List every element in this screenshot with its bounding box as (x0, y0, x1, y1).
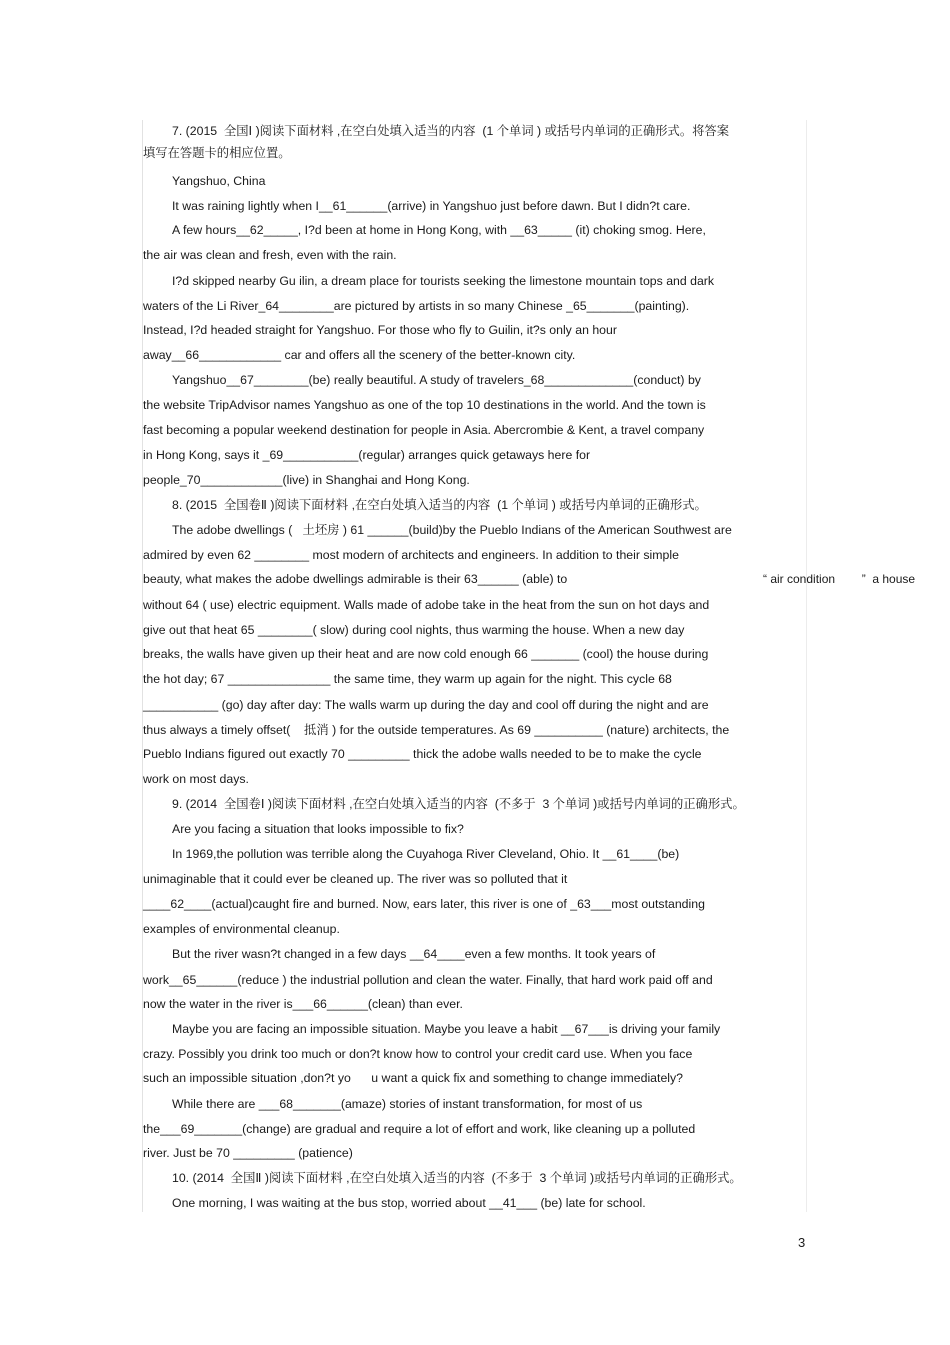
q8-heading: 8. (2015 全国卷Ⅱ )阅读下面材料 ,在空白处填入适当的内容 (1 个单词 ) 或括号内单词的正确形式。 (172, 498, 707, 512)
text-line: work__65______(reduce ) the industrial pollution and clean the water. Finally, that hard work paid off and (143, 973, 713, 987)
passage-title: Yangshuo, China (172, 174, 266, 188)
text-line: fast becoming a popular weekend destination for people in Asia. Abercrombie & Kent, a travel company (143, 423, 705, 437)
text-line: the website TripAdvisor names Yangshuo as one of the top 10 destinations in the world. And the town is (143, 398, 706, 412)
text-line: A few hours__62_____, I?d been at home in Hong Kong, with __63_____ (it) choking smog. Here, (172, 223, 706, 237)
text-line: beauty, what makes the adobe dwellings admirable is their 63______ (able) to (143, 572, 568, 586)
text-line: In 1969,the pollution was terrible along the Cuyahoga River Cleveland, Ohio. It __61____(be) (172, 847, 680, 861)
q7-heading-line2: 填写在答题卡的相应位置。 (143, 146, 291, 160)
text-line: away__66____________ car and offers all the scenery of the better-known city. (143, 348, 576, 362)
text-line: Pueblo Indians figured out exactly 70 _________ thick the adobe walls needed to be to make the cycle (143, 747, 702, 761)
text-line: without 64 ( use) electric equipment. Walls made of adobe take in the heat from the sun on hot days and (143, 598, 710, 612)
right-margin-rule (806, 120, 807, 1212)
text-line: river. Just be 70 _________ (patience) (143, 1146, 353, 1160)
text-line: Maybe you are facing an impossible situation. Maybe you leave a habit __67___is driving your family (172, 1022, 721, 1036)
text-line: admired by even 62 ________ most modern of architects and engineers. In addition to their simple (143, 548, 679, 562)
text-line: I?d skipped nearby Gu ilin, a dream place for tourists seeking the limestone mountain tops and dark (172, 274, 715, 288)
text-line: waters of the Li River_64________are pictured by artists in so many Chinese _65_______(painting). (143, 299, 690, 313)
page-number: 3 (798, 1235, 806, 1250)
text-line: Are you facing a situation that looks impossible to fix? (172, 822, 464, 836)
q7-heading-line1: 7. (2015 全国Ⅰ )阅读下面材料 ,在空白处填入适当的内容 (1 个单词 ) 或括号内单词的正确形式。将答案 (172, 124, 730, 138)
text-line: the___69_______(change) are gradual and require a lot of effort and work, like cleaning up a polluted (143, 1122, 696, 1136)
text-line: breaks, the walls have given up their heat and are now cold enough 66 _______ (cool) the house during (143, 647, 709, 661)
text-line: give out that heat 65 ________( slow) during cool nights, thus warming the house. When a new day (143, 623, 685, 637)
text-line: such an impossible situation ,don?t yo u want a quick fix and something to change immediately? (143, 1071, 684, 1085)
q9-heading: 9. (2014 全国卷Ⅰ )阅读下面材料 ,在空白处填入适当的内容 (不多于 3 个单词 )或括号内单词的正确形式。 (172, 797, 745, 811)
text-line: now the water in the river is___66______(clean) than ever. (143, 997, 463, 1011)
text-line: in Hong Kong, says it _69___________(regular) arranges quick getaways here for (143, 448, 591, 462)
text-line: Instead, I?d headed straight for Yangshuo. For those who fly to Guilin, it?s only an hour (143, 323, 617, 337)
text-line: work on most days. (143, 772, 249, 786)
text-line: examples of environmental cleanup. (143, 922, 340, 936)
text-line: Yangshuo__67________(be) really beautiful. A study of travelers_68_____________(conduct) by (172, 373, 701, 387)
text-line: The adobe dwellings ( 土坯房 ) 61 ______(build)by the Pueblo Indians of the American Southwest are (172, 523, 732, 537)
text-line: unimaginable that it could ever be cleaned up. The river was so polluted that it (143, 872, 568, 886)
text-line: the air was clean and fresh, even with the rain. (143, 248, 397, 262)
q10-heading: 10. (2014 全国Ⅱ )阅读下面材料 ,在空白处填入适当的内容 (不多于 3 个单词 )或括号内单词的正确形式。 (172, 1171, 742, 1185)
text-line: ____62____(actual)caught fire and burned. Now, ears later, this river is one of _63___most outstanding (143, 897, 705, 911)
text-line: But the river wasn?t changed in a few days __64____even a few months. It took years of (172, 947, 656, 961)
text-line: thus always a timely offset( 抵消 ) for the outside temperatures. As 69 __________ (nature) architects, the (143, 723, 730, 737)
text-line: crazy. Possibly you drink too much or don?t know how to control your credit card use. When you face (143, 1047, 693, 1061)
text-line: people_70____________(live) in Shanghai and Hong Kong. (143, 473, 470, 487)
text-line: One morning, I was waiting at the bus stop, worried about __41___ (be) late for school. (172, 1196, 646, 1210)
text-line: ___________ (go) day after day: The walls warm up during the day and cool off during the night and are (143, 698, 709, 712)
text-line: the hot day; 67 _______________ the same time, they warm up again for the night. This cycle 68 (143, 672, 672, 686)
text-line: It was raining lightly when I__61______(arrive) in Yangshuo just before dawn. But I didn?t care. (172, 199, 691, 213)
text-line: While there are ___68_______(amaze) stories of instant transformation, for most of us (172, 1097, 643, 1111)
text-line-fragment: “ air condition ” a house (763, 572, 916, 586)
